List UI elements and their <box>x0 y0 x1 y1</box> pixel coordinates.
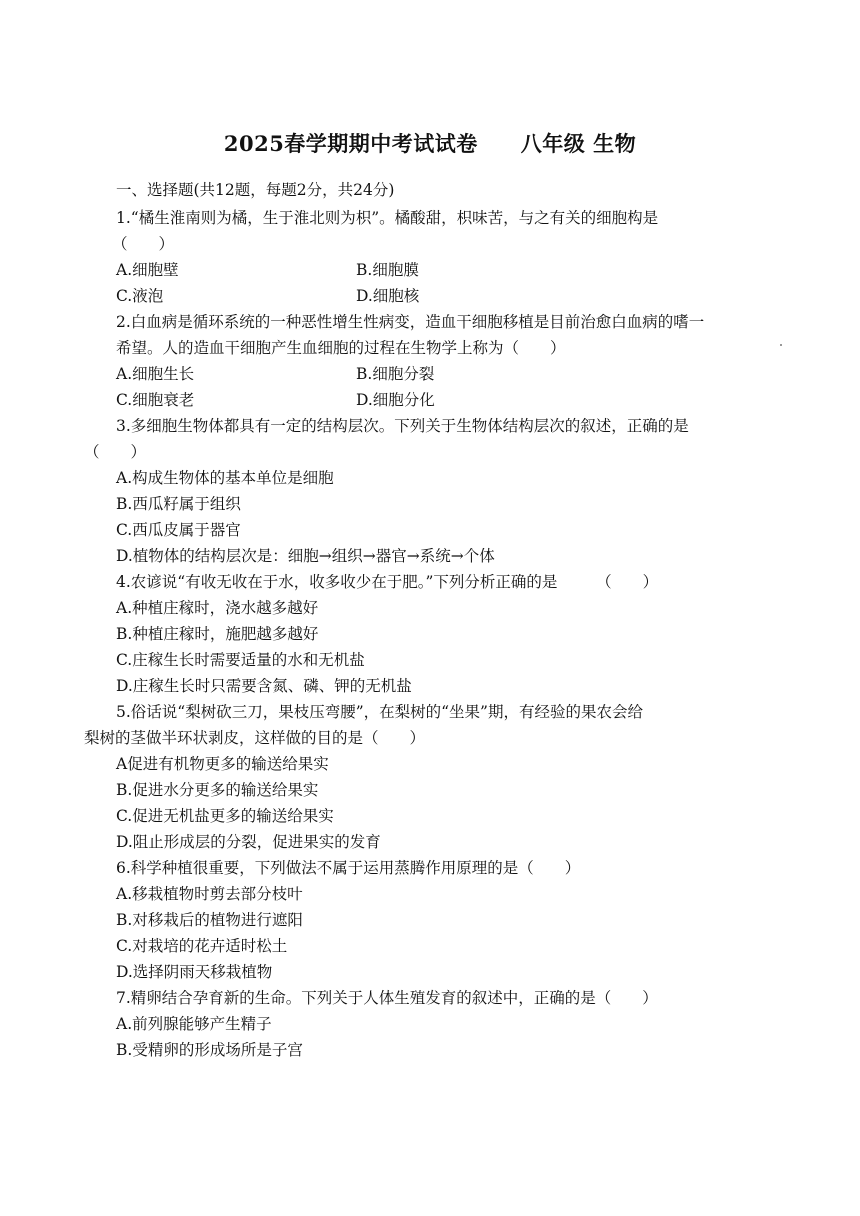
question-5-option-c: C.促进无机盐更多的输送给果实 <box>116 807 334 825</box>
question-5-option-d: D.阻止形成层的分裂，促进果实的发育 <box>116 833 381 851</box>
question-3-option-a: A.构成生物体的基本单位是细胞 <box>116 469 334 487</box>
question-1-stem: 1.“橘生淮南则为橘，生于淮北则为枳”。橘酸甜，枳味苦，与之有关的细胞构是 <box>116 209 659 227</box>
question-3-stem: 3.多细胞生物体都具有一定的结构层次。下列关于生物体结构层次的叙述，正确的是 <box>116 417 689 435</box>
question-5-stem: 5.俗话说“梨树砍三刀，果枝压弯腰”，在梨树的“坐果”期，有经验的果农会给 <box>116 703 643 721</box>
question-2-option-c: C.细胞衰老 <box>116 391 195 409</box>
question-2-option-d: D.细胞分化 <box>356 391 435 409</box>
question-2-option-b: B.细胞分裂 <box>356 365 435 383</box>
question-6-stem: 6.科学种植很重要，下列做法不属于运用蒸腾作用原理的是（ ） <box>116 859 581 877</box>
question-2-option-a: A.细胞生长 <box>116 365 195 383</box>
question-1-option-d: D.细胞核 <box>356 287 420 305</box>
question-4-option-b: B.种植庄稼时，施肥越多越好 <box>116 625 319 643</box>
question-6-option-d: D.选择阴雨天移栽植物 <box>116 963 273 981</box>
question-7-stem: 7.精卵结合孕育新的生命。下列关于人体生殖发育的叙述中，正确的是（ ） <box>116 989 658 1007</box>
question-7-option-b: B.受精卵的形成场所是子宫 <box>116 1041 303 1059</box>
question-3-option-d: D.植物体的结构层次是：细胞→组织→器官→系统→个体 <box>116 547 495 565</box>
scan-speck <box>780 344 782 346</box>
question-7-option-a: A.前列腺能够产生精子 <box>116 1015 272 1033</box>
question-1-option-b: B.细胞膜 <box>356 261 419 279</box>
question-5-stem-continued: 梨树的茎做半环状剥皮，这样做的目的是（ ） <box>84 729 426 747</box>
question-5-option-a: A促进有机物更多的输送给果实 <box>116 755 329 773</box>
exam-title: 2025春学期期中考试试卷 八年级 生物 <box>223 131 637 156</box>
question-1-option-c: C.液泡 <box>116 287 164 305</box>
question-6-option-b: B.对移栽后的植物进行遮阳 <box>116 911 303 929</box>
question-2-stem-continued: 希望。人的造血干细胞产生血细胞的过程在生物学上称为（ ） <box>116 339 566 357</box>
question-1-answer-bracket: （ ） <box>112 235 175 253</box>
question-6-option-a: A.移栽植物时剪去部分枝叶 <box>116 885 303 903</box>
question-3-answer-bracket: （ ） <box>84 443 147 461</box>
question-4-option-a: A.种植庄稼时，浇水越多越好 <box>116 599 319 617</box>
question-1-option-a: A.细胞壁 <box>116 261 179 279</box>
section-heading: 一、选择题(共12题，每题2分，共24分) <box>116 181 395 199</box>
question-3-option-c: C.西瓜皮属于器官 <box>116 521 241 539</box>
question-3-option-b: B.西瓜籽属于组织 <box>116 495 241 513</box>
question-5-option-b: B.促进水分更多的输送给果实 <box>116 781 319 799</box>
question-4-option-c: C.庄稼生长时需要适量的水和无机盐 <box>116 651 365 669</box>
question-4-option-d: D.庄稼生长时只需要含氮、磷、钾的无机盐 <box>116 677 412 695</box>
question-6-option-c: C.对栽培的花卉适时松土 <box>116 937 288 955</box>
question-2-stem: 2.白血病是循环系统的一种恶性增生性病变，造血干细胞移植是目前治愈白血病的嗜一 <box>116 313 705 331</box>
question-4-stem: 4.农谚说“有收无收在于水，收多收少在于肥。”下列分析正确的是 （ ） <box>116 573 659 591</box>
